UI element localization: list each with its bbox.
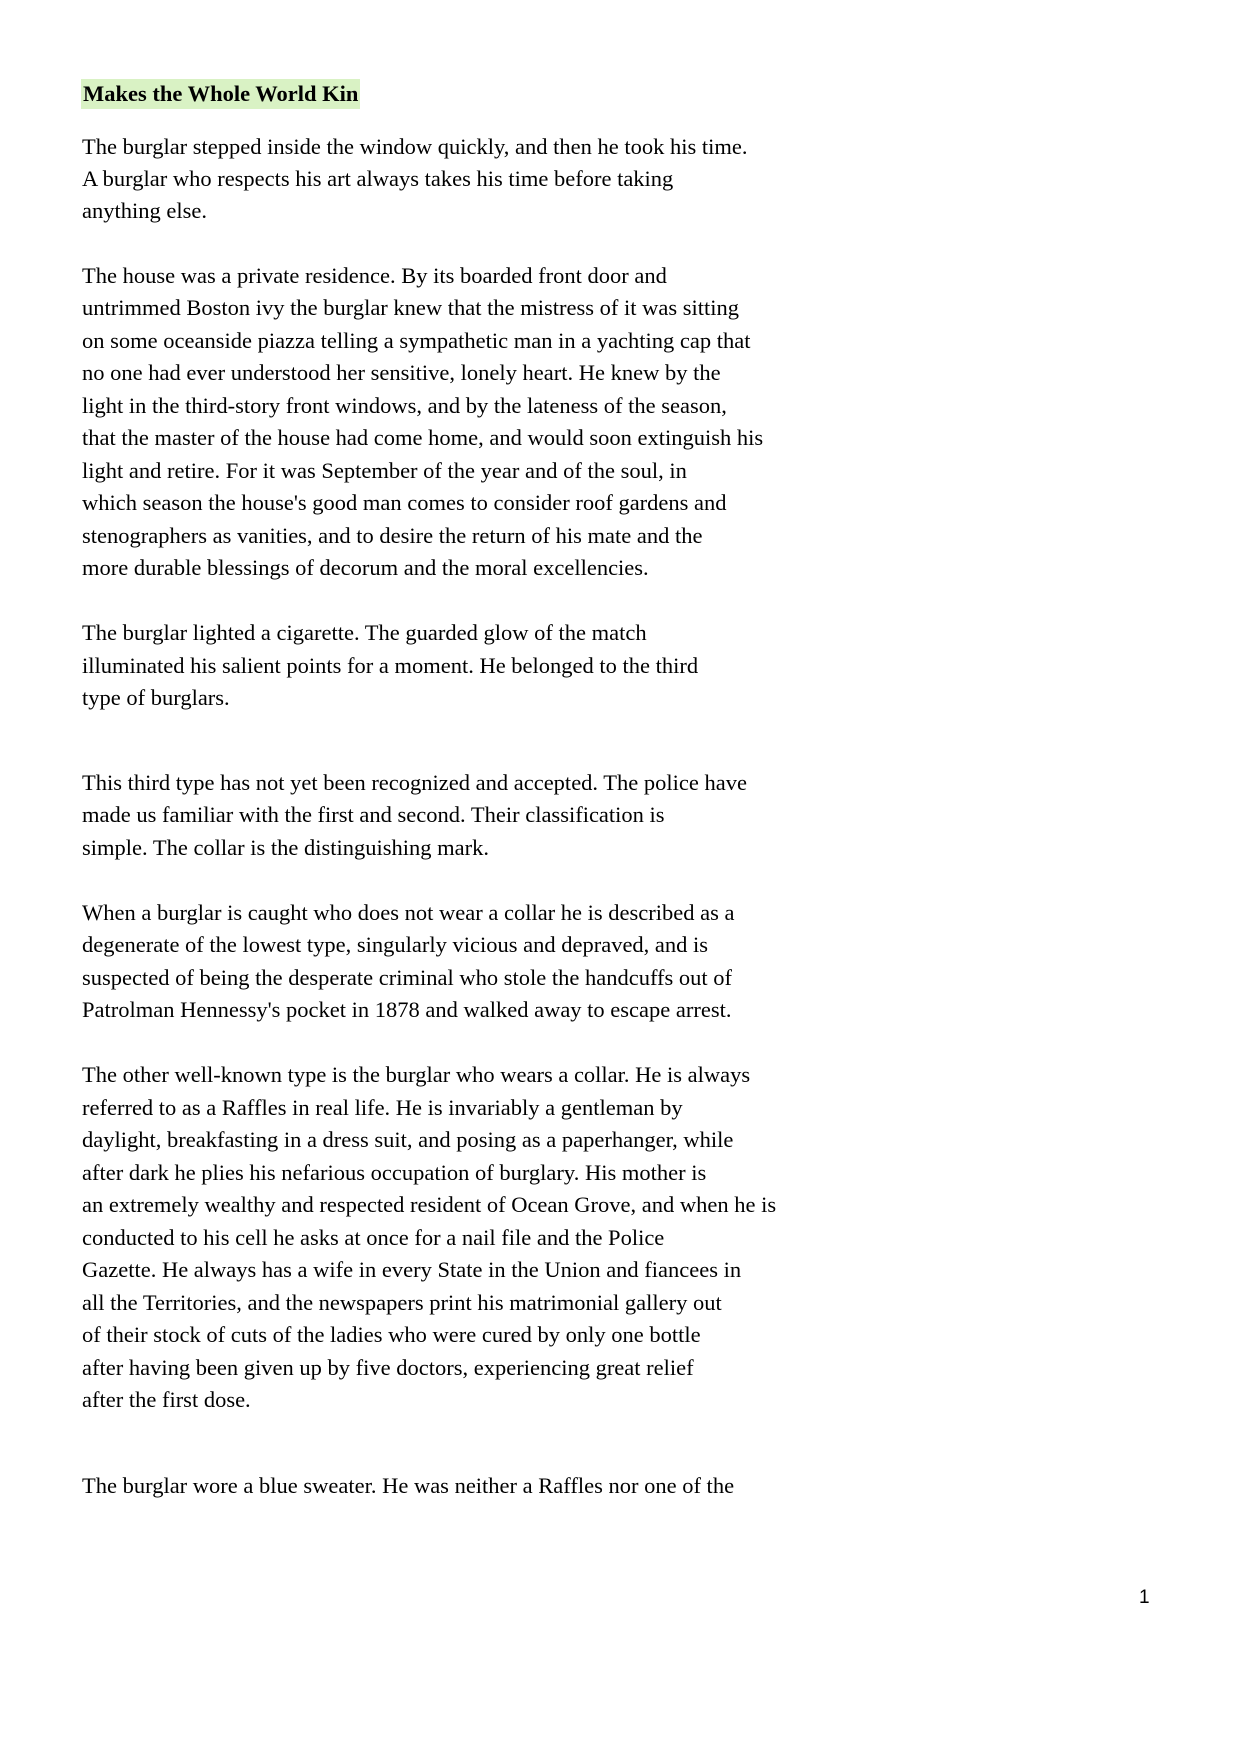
text-line: light and retire. For it was September of the year and of the soul, in [82, 458, 687, 483]
text-line: after dark he plies his nefarious occupation of burglary. His mother is [82, 1160, 707, 1185]
text-line: When a burglar is caught who does not wear a collar he is described as a [82, 900, 735, 925]
text-line: referred to as a Raffles in real life. He is invariably a gentleman by [82, 1095, 683, 1120]
text-line: anything else. [82, 198, 207, 223]
text-line: after having been given up by five doctors, experiencing great relief [82, 1355, 694, 1380]
text-line: untrimmed Boston ivy the burglar knew that the mistress of it was sitting [82, 295, 740, 320]
text-line: on some oceanside piazza telling a sympathetic man in a yachting cap that [82, 328, 751, 353]
page-number: 1 [1139, 1587, 1150, 1608]
text-line: Patrolman Hennessy's pocket in 1878 and walked away to escape arrest. [82, 997, 732, 1022]
text-line: light in the third-story front windows, and by the lateness of the season, [82, 393, 727, 418]
text-line: A burglar who respects his art always takes his time before taking [82, 166, 674, 191]
text-line: stenographers as vanities, and to desire the return of his mate and the [82, 523, 703, 548]
text-line: degenerate of the lowest type, singularly vicious and depraved, and is [82, 932, 709, 957]
text-line: conducted to his cell he asks at once for a nail file and the Police [82, 1225, 665, 1250]
text-line: no one had ever understood her sensitive, lonely heart. He knew by the [82, 360, 721, 385]
text-line: of their stock of cuts of the ladies who were cured by only one bottle [82, 1322, 701, 1347]
text-line: The burglar wore a blue sweater. He was neither a Raffles nor one of the [82, 1473, 735, 1498]
text-line: made us familiar with the first and second. Their classification is [82, 802, 665, 827]
text-line: daylight, breakfasting in a dress suit, and posing as a paperhanger, while [82, 1127, 734, 1152]
text-line: simple. The collar is the distinguishing mark. [82, 835, 490, 860]
text-line: type of burglars. [82, 685, 230, 710]
text-line: This third type has not yet been recognized and accepted. The police have [82, 770, 747, 795]
text-line: The other well-known type is the burglar who wears a collar. He is always [82, 1062, 751, 1087]
text-line: which season the house's good man comes to consider roof gardens and [82, 490, 727, 515]
text-line: all the Territories, and the newspapers print his matrimonial gallery out [82, 1290, 722, 1315]
text-line: The burglar stepped inside the window quickly, and then he took his time. [82, 134, 748, 159]
text-line: that the master of the house had come home, and would soon extinguish his [82, 425, 764, 450]
text-line: The burglar lighted a cigarette. The guarded glow of the match [82, 620, 647, 645]
text-line: The house was a private residence. By its boarded front door and [82, 263, 667, 288]
document-title: Makes the Whole World Kin [81, 79, 360, 109]
text-line: after the first dose. [82, 1387, 251, 1412]
text-line: suspected of being the desperate criminal who stole the handcuffs out of [82, 965, 733, 990]
text-line: Gazette. He always has a wife in every State in the Union and fiancees in [82, 1257, 742, 1282]
text-line: an extremely wealthy and respected resident of Ocean Grove, and when he is [82, 1192, 777, 1217]
text-line: more durable blessings of decorum and the moral excellencies. [82, 555, 649, 580]
text-line: illuminated his salient points for a moment. He belonged to the third [82, 653, 699, 678]
